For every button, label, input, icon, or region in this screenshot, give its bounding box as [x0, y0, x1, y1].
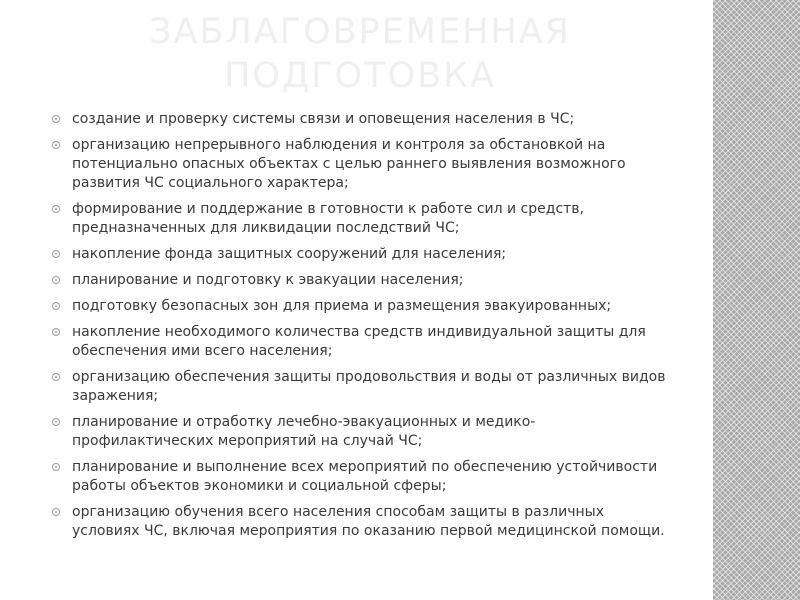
circle-bullet-icon: [52, 115, 60, 123]
decorative-side-stripe: [713, 0, 800, 600]
bullet-text: планирование и выполнение всех мероприятий по обеспечению устойчивости работы объектов экономики и социальной сферы;: [72, 459, 658, 494]
bullet-list: [52, 110, 672, 548]
bullet-item: [52, 200, 672, 238]
slide-title: ЗАБЛАГОВРЕМЕННАЯ ПОДГОТОВКА: [149, 12, 571, 96]
bullet-text: организацию обучения всего населения способам защиты в различных условиях ЧС, включая мероприятия по оказанию первой медицинской помощи.: [72, 504, 665, 539]
circle-bullet-icon: [52, 508, 60, 516]
circle-bullet-icon: [52, 328, 60, 336]
circle-bullet-icon: [52, 205, 60, 213]
bullet-item: [52, 413, 672, 451]
circle-bullet-icon: [52, 141, 60, 149]
bullet-item: [52, 136, 672, 193]
bullet-text: планирование и подготовку к эвакуации населения;: [72, 272, 464, 288]
bullet-text: накопление фонда защитных сооружений для населения;: [72, 246, 507, 262]
circle-bullet-icon: [52, 250, 60, 258]
bullet-item: [52, 503, 672, 541]
bullet-text: подготовку безопасных зон для приема и размещения эвакуированных;: [72, 298, 612, 314]
bullet-text: создание и проверку системы связи и оповещения населения в ЧС;: [72, 111, 575, 127]
bullet-item: [52, 458, 672, 496]
bullet-text: накопление необходимого количества средств индивидуальной защиты для обеспечения ими всего населения;: [72, 324, 646, 359]
bullet-item: [52, 245, 672, 264]
circle-bullet-icon: [52, 463, 60, 471]
bullet-item: [52, 271, 672, 290]
bullet-item: [52, 368, 672, 406]
bullet-text: организацию обеспечения защиты продовольствия и воды от различных видов заражения;: [72, 369, 666, 404]
bullet-text: формирование и поддержание в готовности к работе сил и средств, предназначенных для ликвидации последствий ЧС;: [72, 201, 584, 236]
circle-bullet-icon: [52, 302, 60, 310]
bullet-item: [52, 110, 672, 129]
circle-bullet-icon: [52, 418, 60, 426]
bullet-item: [52, 297, 672, 316]
bullet-text: планирование и отработку лечебно-эвакуационных и медико-профилактических мероприятий на случай ЧС;: [72, 414, 536, 449]
circle-bullet-icon: [52, 373, 60, 381]
bullet-item: [52, 323, 672, 361]
bullet-text: организацию непрерывного наблюдения и контроля за обстановкой на потенциально опасных объектах с целью раннего выявления возможного развития ЧС социального характера;: [72, 137, 626, 191]
circle-bullet-icon: [52, 276, 60, 284]
